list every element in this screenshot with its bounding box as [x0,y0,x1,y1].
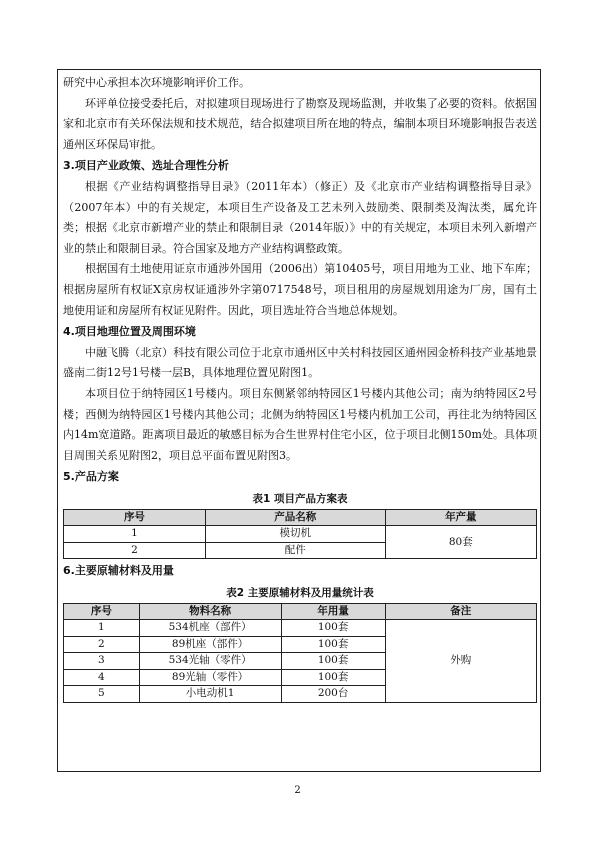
header-annual-usage: 年用量 [281,603,385,620]
table-row [64,526,537,543]
section-3-paragraph-1: 根据《产业结构调整指导目录》（2011年本）（修正）及《北京市产业结构调整指导目录》（2007年本）中的有关规定，本项目生产设备及工艺未列入鼓励类、限制类及淘汰类，属允许类；根据《北京市新增产业的禁止和限制目录（2014年版）》中的有关规定，本项目未列入新增产业的禁止和限制目录。符合国家及地方产业结构调整政策。 [63,179,537,255]
table-header-row [64,509,537,526]
cell-name: 89光轴（零件） [139,669,281,686]
cell-output: 80套 [385,526,536,559]
cell-no: 2 [64,636,140,653]
cell-name: 89机座（部件） [139,636,281,653]
cell-qty: 200台 [281,686,385,703]
header-no: 序号 [64,603,140,620]
header-product-name: 产品名称 [205,509,385,526]
intro-tail: 研究中心承担本次环境影响评价工作。 [63,76,250,89]
table-2-caption: 表2 主要原辅材料及用量统计表 [226,586,374,599]
table-1-caption: 表1 项目产品方案表 [252,492,348,505]
section-4-paragraph-2: 本项目位于纳特园区1号楼内。项目东侧紧邻纳特园区1号楼内其他公司；南为纳特园区2号楼；西侧为纳特园区1号楼内其他公司；北侧为纳特园区1号楼内机加工公司，再往北为纳特园区内14m宽道路。距离项目最近的敏感目标为合生世界村住宅小区，位于项目北侧150m处。具体项目周围关系见附图2，项目总平面布置见附图3。 [63,386,537,462]
header-material-name: 物料名称 [139,603,281,620]
section-5-heading: 5.产品方案 [63,470,119,484]
section-4-paragraph-1: 中融飞腾（北京）科技有限公司位于北京市通州区中关村科技园区通州园金桥科技产业基地景盛南二街12号1号楼一层B，具体地理位置见附图1。 [63,345,537,380]
cell-no: 5 [64,686,140,703]
cell-name: 模切机 [205,526,385,543]
cell-no: 3 [64,653,140,670]
cell-name: 小电动机1 [139,686,281,703]
section-3-heading: 3.项目产业政策、选址合理性分析 [63,159,229,173]
cell-qty: 100套 [281,669,385,686]
cell-name: 534机座（部件） [139,620,281,637]
header-remark: 备注 [385,603,536,620]
document-body [63,73,537,703]
page-number: 2 [294,785,301,796]
cell-name: 534光轴（零件） [139,653,281,670]
cell-name: 配件 [205,542,385,559]
cell-qty: 100套 [281,653,385,670]
header-no: 序号 [64,509,206,526]
cell-no: 2 [64,542,206,559]
cell-no: 1 [64,620,140,637]
header-annual-output: 年产量 [385,509,536,526]
product-table [63,509,537,560]
table-row [64,620,537,637]
table-header-row [64,603,537,620]
cell-qty: 100套 [281,636,385,653]
intro-paragraph: 环评单位接受委托后，对拟建项目现场进行了勘察及现场监测，并收集了必要的资料。依据国家和北京市有关环保法规和技术规范，结合拟建项目所在地的特点，编制本项目环境影响报告表送通州区环保局审批。 [63,96,537,151]
section-6-heading: 6.主要原辅材料及用量 [63,564,174,578]
section-3-paragraph-2: 根据国有土地使用证京市通涉外国用（2006出）第10405号，项目用地为工业、地下车库；根据房屋所有权证X京房权证通涉外字第0717548号，项目租用的房屋规划用途为厂房，国有土地使用证和房屋所有权证见附件。因此，项目选址符合当地总体规划。 [63,262,537,317]
cell-qty: 100套 [281,620,385,637]
cell-no: 1 [64,526,206,543]
cell-no: 4 [64,669,140,686]
materials-table [63,603,537,703]
cell-remark: 外购 [385,620,536,703]
section-4-heading: 4.项目地理位置及周围环境 [63,325,196,339]
